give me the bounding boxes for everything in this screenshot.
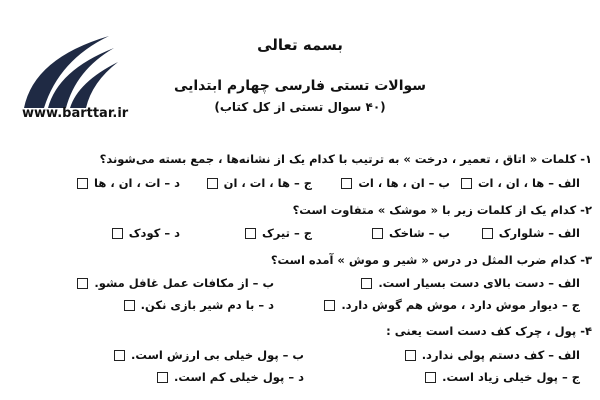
exam-title: سوالات تستی فارسی چهارم ابتدایی <box>173 78 427 94</box>
option-label: ج – پول خیلی زیاد است. <box>442 370 580 384</box>
question-3: ۳- کدام ضرب المثل در درس « شیر و موش » آمده است؟ <box>270 253 592 267</box>
option-label: د – پول خیلی کم است. <box>174 370 304 384</box>
option-1b[interactable] <box>341 176 450 190</box>
checkbox[interactable] <box>461 178 472 189</box>
page-title: بسمه تعالی <box>257 36 343 54</box>
option-2c[interactable] <box>245 226 312 240</box>
question-2: ۲- کدام یک از کلمات زیر با « موشک » متفاوت است؟ <box>292 203 592 217</box>
checkbox[interactable] <box>114 350 125 361</box>
question-1: ۱- کلمات « اتاق ، تعمیر ، درخت » به ترتیب با کدام یک از نشانه‌ها ، جمع بسته می‌شوند؟ <box>99 152 592 166</box>
checkbox[interactable] <box>112 228 123 239</box>
option-label: ج – ها ، ات ، ان <box>223 176 312 190</box>
option-3a[interactable] <box>361 276 580 290</box>
option-label: ب – از مکافات عمل غافل مشو. <box>94 276 274 290</box>
website-url[interactable]: www.barttar.ir <box>22 106 129 121</box>
option-label: ج – تیرک <box>262 226 312 240</box>
option-label: ب – ان ، ها ، ات <box>358 176 450 190</box>
option-label: د – کودک <box>128 226 180 240</box>
option-4d[interactable] <box>157 370 304 384</box>
checkbox[interactable] <box>425 372 436 383</box>
option-1a[interactable] <box>461 176 580 190</box>
option-3d[interactable] <box>124 298 274 312</box>
checkbox[interactable] <box>207 178 218 189</box>
option-label: ب – شاخک <box>388 226 450 240</box>
option-2b[interactable] <box>372 226 450 240</box>
option-label: الف – دست بالای دست بسیار است. <box>378 276 580 290</box>
option-4a[interactable] <box>405 348 580 362</box>
checkbox[interactable] <box>482 228 493 239</box>
option-label: الف – کف دستم پولی ندارد. <box>421 348 580 362</box>
option-2d[interactable] <box>112 226 180 240</box>
option-label: الف – شلوارک <box>498 226 580 240</box>
checkbox[interactable] <box>341 178 352 189</box>
option-label: ب – پول خیلی بی ارزش است. <box>131 348 304 362</box>
option-1d[interactable] <box>77 176 180 190</box>
checkbox[interactable] <box>324 300 335 311</box>
checkbox[interactable] <box>361 278 372 289</box>
checkbox[interactable] <box>124 300 135 311</box>
option-4c[interactable] <box>425 370 580 384</box>
question-4: ۴- پول ، چرک کف دست است یعنی : <box>386 324 592 338</box>
checkbox[interactable] <box>77 178 88 189</box>
checkbox[interactable] <box>372 228 383 239</box>
option-4b[interactable] <box>114 348 304 362</box>
option-label: الف – ها ، ان ، ات <box>477 176 580 190</box>
option-3c[interactable] <box>324 298 580 312</box>
option-3b[interactable] <box>77 276 274 290</box>
option-1c[interactable] <box>207 176 312 190</box>
checkbox[interactable] <box>245 228 256 239</box>
checkbox[interactable] <box>77 278 88 289</box>
option-label: ج – دیوار موش دارد ، موش هم گوش دارد. <box>341 298 580 312</box>
option-2a[interactable] <box>482 226 580 240</box>
exam-note: (۴۰ سوال تستی از کل کتاب) <box>214 100 386 114</box>
option-label: د – با دم شیر بازی نکن. <box>140 298 274 312</box>
checkbox[interactable] <box>157 372 168 383</box>
checkbox[interactable] <box>405 350 416 361</box>
option-label: د – ات ، ان ، ها <box>94 176 180 190</box>
